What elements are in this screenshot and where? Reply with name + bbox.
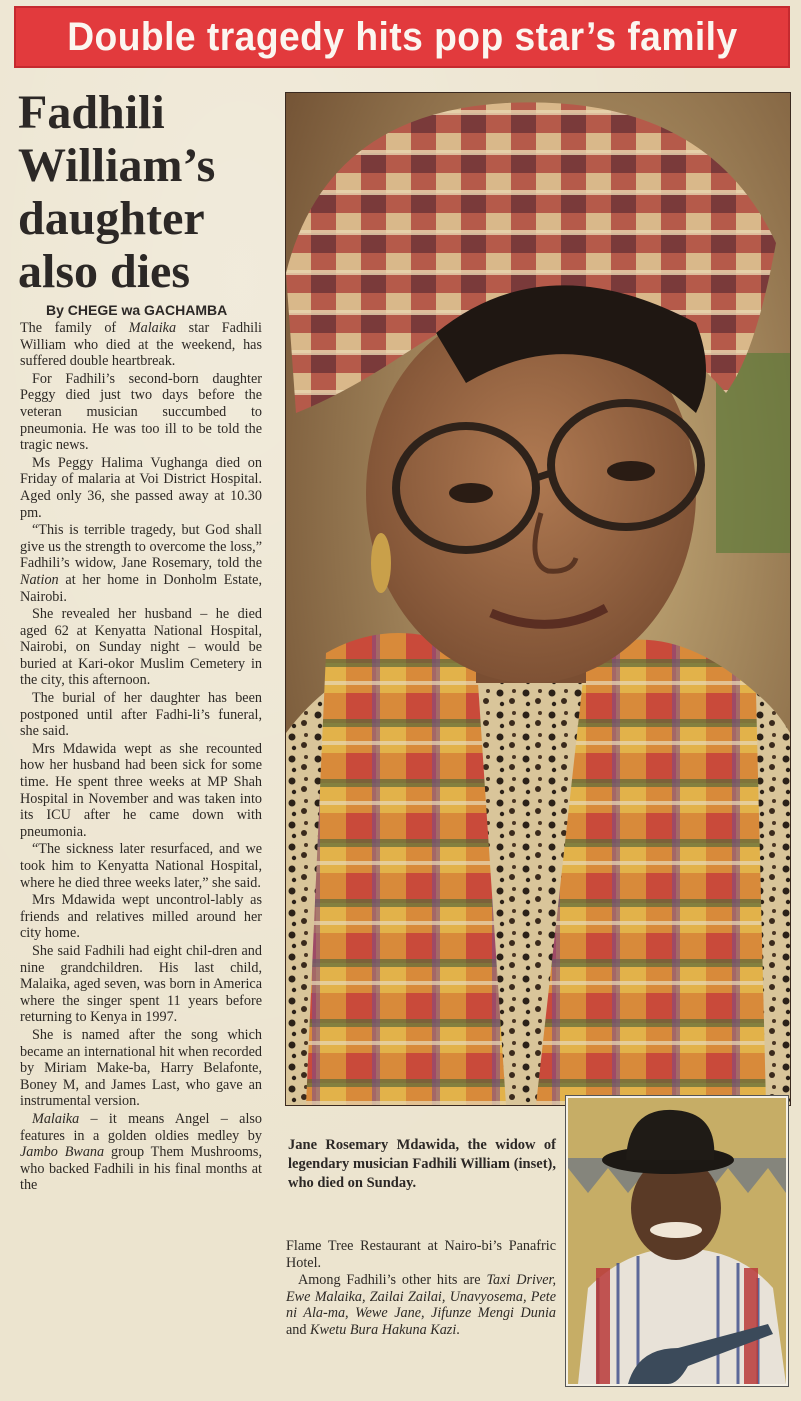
headline-line: daughter [18, 192, 205, 245]
article-paragraph: She said Fadhili had eight chil-dren and nine grandchildren. His last child, Malaika, aged seven, was born in America where the singer spent 11 years before returning to Kenya in 1997. [20, 942, 262, 1026]
portrait-illustration [286, 93, 790, 1105]
inset-photo-fadhili [566, 1096, 788, 1386]
article-paragraph: “The sickness later resurfaced, and we took him to Kenyatta National Hospital, where he died three weeks later,” she said. [20, 841, 262, 891]
article-paragraph: Ms Peggy Halima Vughanga died on Friday of malaria at Voi District Hospital. Aged only 36, she passed away at 10.30 pm. [20, 454, 262, 521]
article-paragraph: Malaika – it means Angel – also features in a golden oldies medley by Jambo Bwana group Them Mushrooms, who backed Fadhili in his final months at the [20, 1110, 262, 1194]
article-paragraph: The family of Malaika star Fadhili William who died at the weekend, has suffered double heartbreak. [20, 320, 262, 370]
headline-line: also dies [18, 245, 191, 298]
article-paragraph: The burial of her daughter has been postponed until after Fadhi-li’s funeral, she said. [20, 690, 262, 740]
headline-line: William’s [18, 139, 216, 192]
article-paragraph: Mrs Mdawida wept uncontrol-lably as friends and relatives milled around her city home. [20, 892, 262, 942]
article-body-continued [286, 1238, 556, 1340]
photo-caption: Jane Rosemary Mdawida, the widow of legendary musician Fadhili William (inset), who died on Sunday. [288, 1137, 556, 1191]
main-photo-widow [285, 92, 791, 1106]
headline-line: Fadhili [18, 86, 165, 139]
article-body-column [20, 320, 262, 1195]
section-banner [14, 6, 790, 68]
article-paragraph: “This is terrible tragedy, but God shall give us the strength to overcome the loss,” Fadhili’s widow, Jane Rosemary, told the Nation at her home in Donholm Estate, Nairobi. [20, 522, 262, 605]
article-paragraph: She is named after the song which became an international hit when recorded by Miriam Make-ba, Harry Belafonte, Boney M, and James Last, who gave an instrumental version. [20, 1026, 262, 1110]
article-paragraph: Mrs Mdawida wept as she recounted how her husband had been sick for some time. He spent three weeks at MP Shah Hospital in November and was taken into its ICU after he came down with pneumonia. [20, 740, 262, 840]
article-paragraph: She revealed her husband – he died aged 62 at Kenyatta National Hospital, Nairobi, on Sunday night – would be buried at Kari-okor Muslim Cemetery in the city, this afternoon. [20, 606, 262, 689]
article-paragraph: Flame Tree Restaurant at Nairo-bi’s Panafric Hotel. [286, 1238, 556, 1271]
banner-title: Double tragedy hits pop star’s family [66, 14, 738, 59]
inset-portrait-illustration [568, 1098, 786, 1384]
article-paragraph: For Fadhili’s second-born daughter Peggy died just two days before the veteran musician succumbed to pneumonia. He was too ill to be told the tragic news. [20, 370, 262, 454]
byline: By CHEGE wa GACHAMBA [46, 302, 228, 318]
article-headline [18, 86, 280, 298]
article-paragraph: Among Fadhili’s other hits are Taxi Driver, Ewe Malaika, Zailai Zailai, Unavyosema, Pete ni Ala-ma, Wewe Jane, Jifunze Mengi Dunia and Kwetu Bura Hakuna Kazi. [286, 1272, 557, 1338]
